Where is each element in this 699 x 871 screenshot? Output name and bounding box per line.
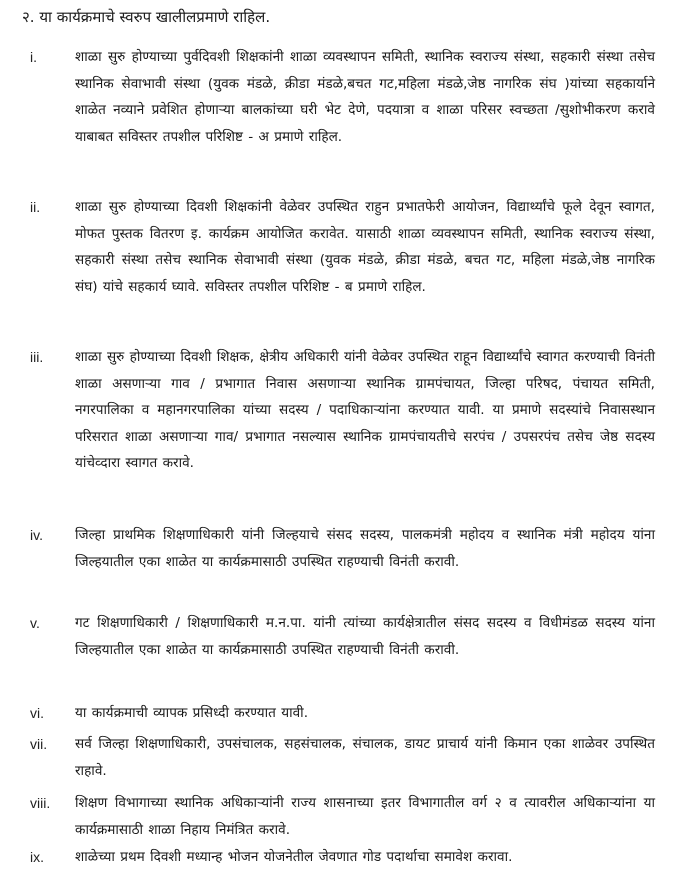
item-text: शिक्षण विभागाच्या स्थानिक अधिकाऱ्यांनी राज्य शासनाच्या इतर विभागातील वर्ग २ व त्यावरील अधिकाऱ्यांना या कार्यक्रमासाठी शाळा निहाय निमंत्रित करावे.: [75, 795, 655, 838]
item-numeral: vii.: [30, 736, 48, 752]
item-numeral: vi.: [30, 705, 44, 721]
item-numeral: i.: [30, 49, 37, 65]
item-numeral: ix.: [30, 849, 44, 865]
item-text: सर्व जिल्हा शिक्षणाधिकारी, उपसंचालक, सहसंचालक, संचालक, डायट प्राचार्य यांनी किमान एका शाळेवर उपस्थित राहावे.: [75, 736, 655, 779]
item-text: शाळा सुरु होण्याच्या दिवशी शिक्षकांनी वेळेवर उपस्थित राहुन प्रभातफेरी आयोजन, विद्यार्थ्यांचे फूले देवून स्वागत, मोफत पुस्तक वितरण इ. कार्यक्रम आयोजित करावेत. यासाठी शाळा व्यवस्थापन समिती, स्थानिक स्वराज्य संस्था, सहकारी संस्था तसेच स्थानिक सेवाभावी संस्था (युवक मंडळे, क्रीडा मंडळे, बचत गट, महिला मंडळे,जेष्ठ नागरिक संघ) यांचे सहकार्य घ्यावे. सविस्तर तपशील परिशिष्ट - ब प्रमाणे राहिल.: [75, 199, 655, 295]
item-text: शाळेच्या प्रथम दिवशी मध्यान्ह भोजन योजनेतील जेवणात गोड पदार्थाचा समावेश करावा.: [75, 849, 513, 865]
item-text: शाळा सुरु होण्याच्या पुर्वदिवशी शिक्षकांनी शाळा व्यवस्थापन समिती, स्थानिक स्वराज्य संस्था, सहकारी संस्था तसेच स्थानिक सेवाभावी संस्था (युवक मंडळे, क्रीडा मंडळे,बचत गट,महिला मंडळे,जेष्ठ नागरिक संघ )यांच्या सहकार्याने शाळेत नव्याने प्रवेशित होणाऱ्या बालकांच्या घरी भेट देणे, पदयात्रा व शाळा परिसर स्वच्छता /सुशोभीकरण करावे याबाबत सविस्तर तपशील परिशिष्ट - अ प्रमाणे राहिल.: [75, 49, 655, 145]
item-text: जिल्हा प्राथमिक शिक्षणाधिकारी यांनी जिल्हयाचे संसद सदस्य, पालकमंत्री महोदय व स्थानिक मंत्री महोदय यांना जिल्हयातील एका शाळेत या कार्यक्रमासाठी उपस्थित राहण्याची विनंती करावी.: [75, 527, 655, 570]
item-numeral: iii.: [30, 349, 44, 365]
item-numeral: ii.: [30, 199, 41, 215]
item-text: या कार्यक्रमाची व्यापक प्रसिध्दी करण्यात यावी.: [75, 705, 309, 721]
item-numeral: v.: [30, 615, 40, 631]
item-numeral: iv.: [30, 527, 43, 543]
item-text: गट शिक्षणाधिकारी / शिक्षणाधिकारी म.न.पा. यांनी त्यांच्या कार्यक्षेत्रातील संसद सदस्य व विधीमंडळ सदस्य यांना जिल्हयातील एका शाळेत या कार्यक्रमासाठी उपस्थित राहण्याची विनंती करावी.: [75, 615, 655, 658]
section-heading: २. या कार्यक्रमाचे स्वरुप खालीलप्रमाणे राहिल.: [22, 8, 271, 26]
item-numeral: viii.: [30, 795, 51, 811]
item-text: शाळा सुरु होण्याच्या दिवशी शिक्षक, क्षेत्रीय अधिकारी यांनी वेळेवर उपस्थित राहून विद्यार्थ्यांचे स्वागत करण्याची विनंती शाळा असणाऱ्या गाव / प्रभागात निवास असणाऱ्या स्थानिक ग्रामपंचायत, जिल्हा परिषद, पंचायत समिती, नगरपालिका व महानगरपालिका यांच्या सदस्य / पदाधिकाऱ्यांना करण्यात यावी. या प्रमाणे सदस्यांचे निवासस्थान परिसरात शाळा असणाऱ्या गाव/ प्रभागात नसल्यास स्थानिक ग्रामपंचायतीचे सरपंच / उपसरपंच तसेच जेष्ठ सदस्य यांचेव्दारा स्वागत करावे.: [75, 349, 655, 471]
